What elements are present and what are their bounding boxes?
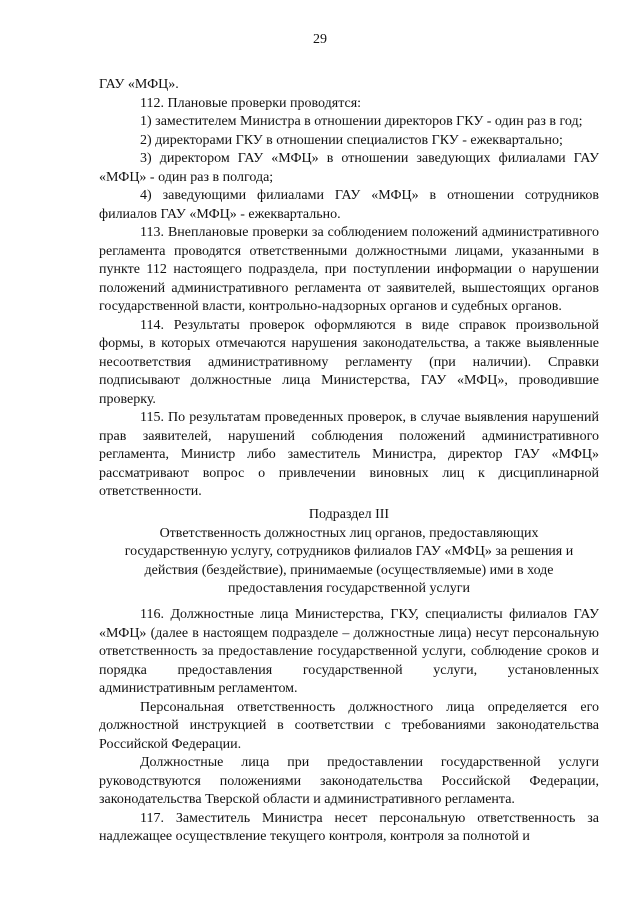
paragraph-115: 115. По результатам проведенных проверок, в случае выявления нарушений прав заявителей, нарушений соблюдения положений административного регламента, Министр либо заместитель Министра, директор ГАУ «МФЦ» рассматривают вопрос о привлечении виновных лиц к дисциплинарной ответственности. — [99, 410, 599, 499]
subsection-title: Подраздел III — [308, 507, 390, 522]
paragraph-officials-guidance: Должностные лица при предоставлении государственной услуги руководствуются положениями законодательства Российской Федерации, законодательства Тверской области и административного регламента. — [99, 755, 599, 807]
paragraph-117: 117. Заместитель Министра несет персональную ответственность за надлежащее осуществление текущего контроля, контроля за полнотой и — [99, 810, 599, 844]
paragraph-112-item-4: 4) заведующими филиалами ГАУ «МФЦ» в отношении сотрудников филиалов ГАУ «МФЦ» - ежеквартально. — [99, 188, 599, 222]
paragraph-112: 112. Плановые проверки проводятся: — [140, 95, 362, 111]
subsection-heading-line: государственную услугу, сотрудников филиалов ГАУ «МФЦ» за решения и — [124, 544, 574, 559]
page-number: 29 — [313, 32, 327, 47]
paragraph-personal-responsibility: Персональная ответственность должностного лица определяется его должностной инструкцией в соответствии с требованиями законодательства Российской Федерации. — [99, 699, 599, 752]
paragraph-114: 114. Результаты проверок оформляются в виде справок произвольной формы, в которых отмечаются нарушения законодательства, а также выявленные несоответствия административному регламенту (при наличии). Справки подписывают должностные лица Министерства, ГАУ «МФЦ», проводившие проверку. — [99, 317, 599, 407]
body-text-bottom — [99, 606, 599, 847]
subsection-heading-line: предоставления государственной услуги — [228, 581, 470, 596]
subsection-heading-line: действия (бездействие), принимаемые (осуществляемые) ими в ходе — [144, 562, 554, 578]
paragraph-116: 116. Должностные лица Министерства, ГКУ, специалисты филиалов ГАУ «МФЦ» (далее в настоящем подразделе – должностные лица) несут персональную ответственность за предоставление государственной услуги, соблюдение сроков и порядка предоставления государственной услуги, установленных административным регламентом. — [99, 607, 599, 696]
paragraph-continuation: ГАУ «МФЦ». — [99, 77, 179, 92]
paragraph-112-item-1: 1) заместителем Министра в отношении директоров ГКУ - один раз в год; — [140, 114, 583, 129]
body-text-top — [99, 76, 599, 502]
paragraph-112-item-2: 2) директорами ГКУ в отношении специалистов ГКУ - ежеквартально; — [140, 132, 563, 148]
subsection-header — [99, 506, 599, 599]
subsection-heading-line: Ответственность должностных лиц органов, предоставляющих — [159, 525, 539, 541]
paragraph-113: 113. Внеплановые проверки за соблюдением положений административного регламента проводятся ответственными должностными лицами, указанными в пункте 112 настоящего подраздела, при поступлении информации о нарушении положений административного регламента от заявителей, вышестоящих органов государственной власти, контрольно-надзорных органов и судебных органов. — [99, 225, 599, 314]
paragraph-112-item-3: 3) директором ГАУ «МФЦ» в отношении заведующих филиалами ГАУ «МФЦ» - один раз в полгода; — [99, 151, 599, 185]
